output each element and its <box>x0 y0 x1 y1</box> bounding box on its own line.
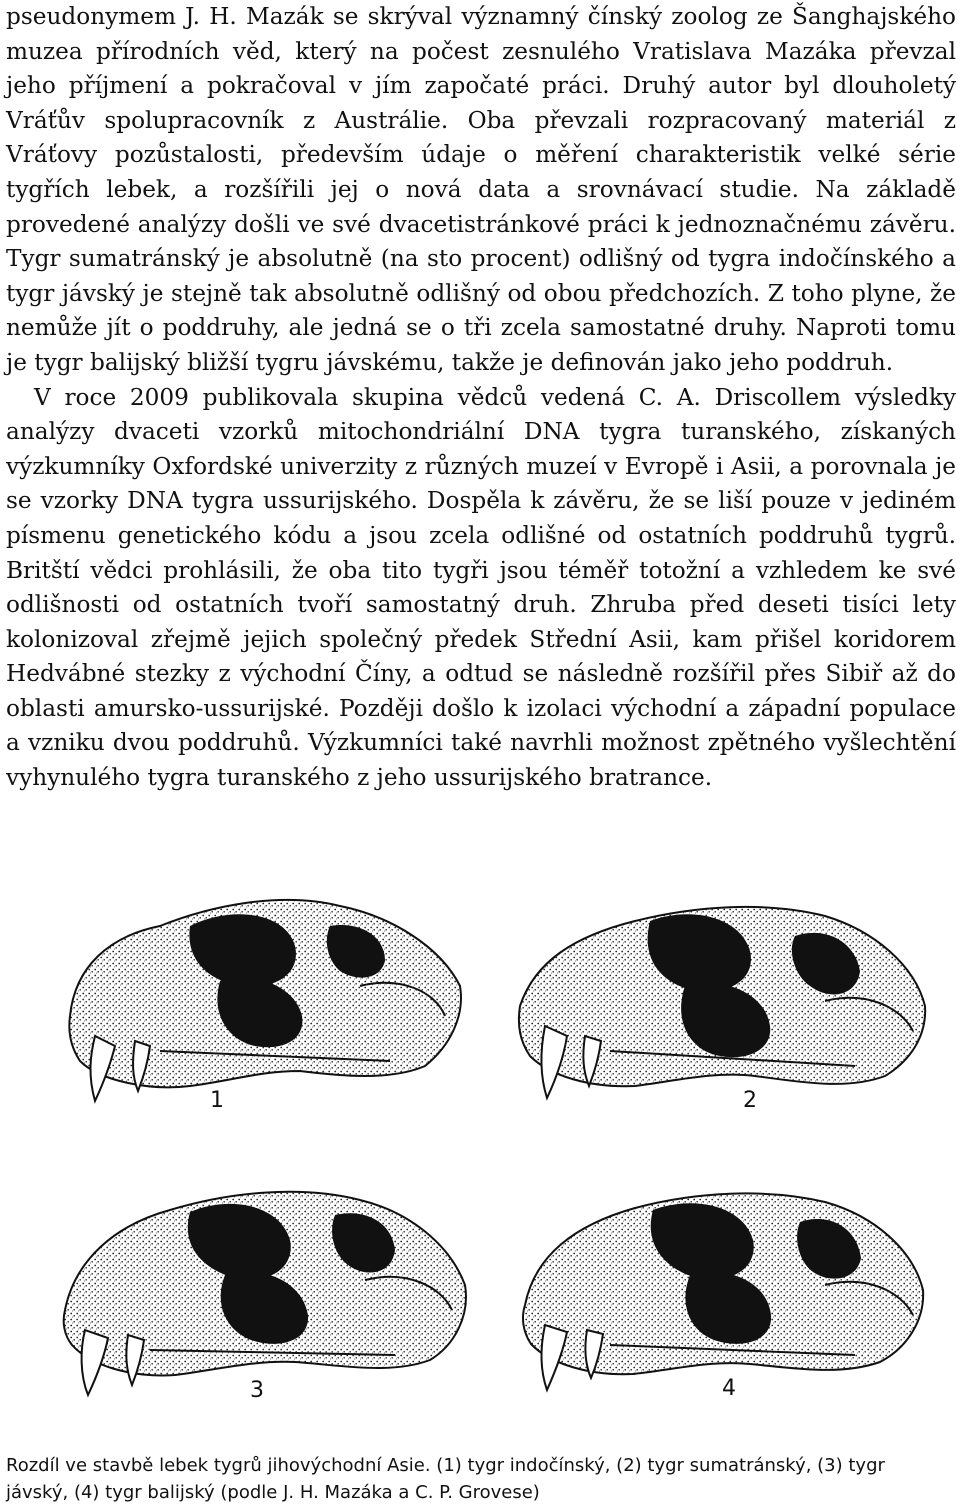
skull-drawing-3 <box>40 1150 490 1430</box>
skull-label-1: 1 <box>210 1088 224 1113</box>
skull-drawing-2 <box>495 866 945 1146</box>
paragraph-1: pseudonymem J. H. Mazák se skrýval významný čínský zoolog ze Šanghajského muzea přírodních věd, který na počest zesnulého Vratislava Mazáka převzal jeho příjmení a pokračoval v jím započaté práci. Druhý autor byl dlouholetý Vráťův spolupracovník z Austrálie. Oba převzali rozpracovaný materiál z Vráťovy pozůstalosti, především údaje o měření charakteristik velké série tygřích lebek, a rozšířili jej o nová data a srovnávací studie. Na základě provedené analýzy došli ve své dvacetistránkové práci k jednoznačnému závěru. Tygr sumatránský je absolutně (na sto procent) odlišný od tygra indočínského a tygr jávský je stejně tak absolutně odlišný od obou předchozích. Z toho plyne, že nemůže jít o poddruhy, ale jedná se o tři zcela samostatné druhy. Naproti tomu je tygr balijský bližší tygru jávskému, takže je definován jako jeho poddruh. <box>6 3 956 376</box>
skull-figure <box>40 866 940 1426</box>
body-text <box>6 0 956 796</box>
skull-drawing-1 <box>40 866 490 1146</box>
skull-label-2: 2 <box>743 1088 757 1113</box>
figure-caption: Rozdíl ve stavbě lebek tygrů jihovýchodní Asie. (1) tygr indočínský, (2) tygr sumatránský, (3) tygr jávský, (4) tygr balijský (podle J. H. Mazáka a C. P. Grovese) <box>6 1455 885 1503</box>
skull-label-4: 4 <box>722 1376 736 1401</box>
paragraph-2: V roce 2009 publikovala skupina vědců vedená C. A. Driscollem výsledky analýzy dvaceti vzorků mitochondriální DNA tygra turanského, získaných výzkumníky Oxfordské univerzity z různých muzeí v Evropě i Asii, a porovnala je se vzorky DNA tygra ussurijského. Dospěla k závěru, že se liší pouze v jediném písmenu genetického kódu a jsou zcela odlišné od ostatních poddruhů tygrů. Britští vědci prohlásili, že oba tito tygři jsou téměř totožní a vzhledem ke své odlišnosti od ostatních tvoří samostatný druh. Zhruba před deseti tisíci lety kolonizoval zřejmě jejich společný předek Střední Asii, kam přišel koridorem Hedvábné stezky z východní Číny, a odtud se následně rozšířil přes Sibiř až do oblasti amursko-ussurijské. Později došlo k izolaci východní a západní populace a vzniku dvou poddruhů. Výzkumníci také navrhli možnost zpětného vyšlechtění vyhynulého tygra turanského z jeho ussurijského bratrance. <box>6 383 956 792</box>
skull-label-3: 3 <box>250 1378 264 1403</box>
skull-drawing-4 <box>495 1150 945 1430</box>
